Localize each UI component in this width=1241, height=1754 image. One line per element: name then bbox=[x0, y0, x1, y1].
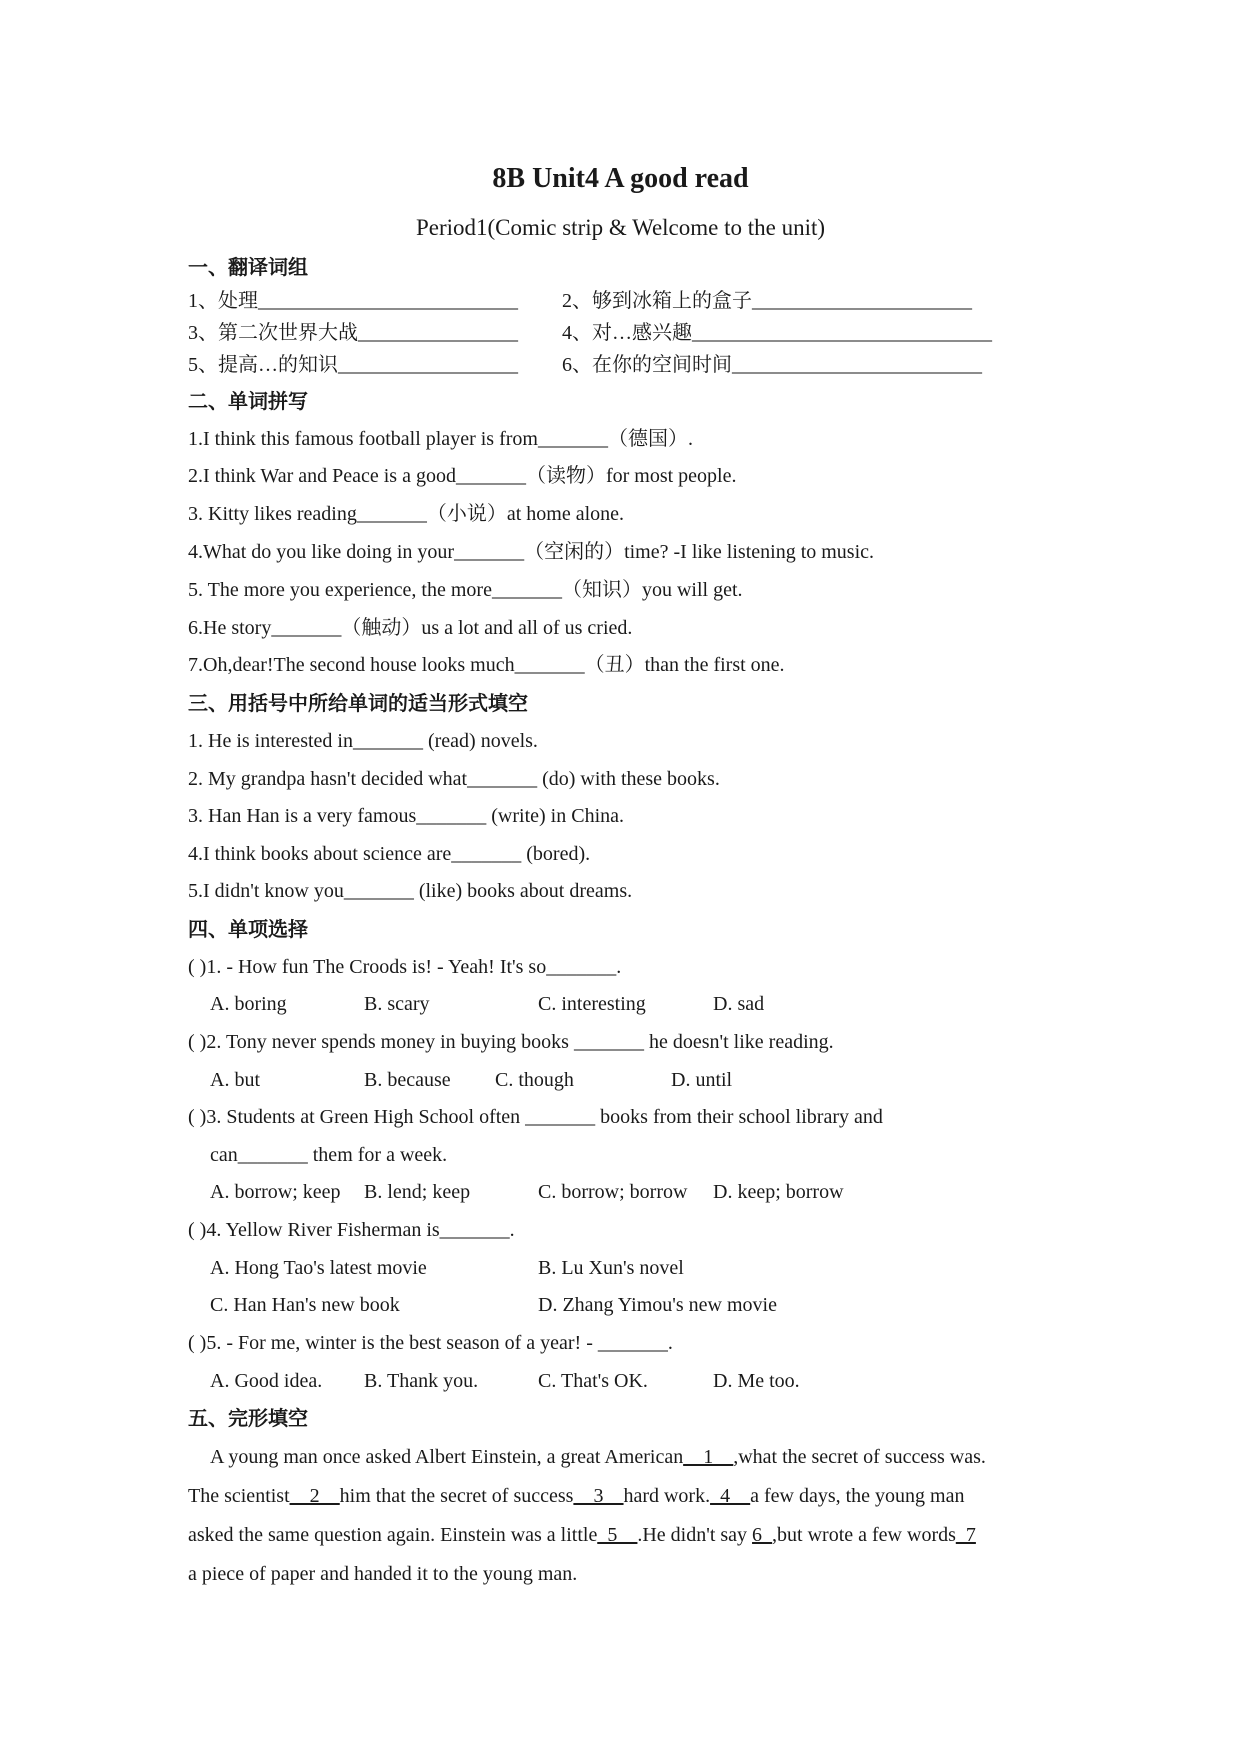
cloze-blank: _7 bbox=[955, 1524, 976, 1546]
option: B. Thank you. bbox=[364, 1370, 479, 1392]
phrase-item: 4、对…感兴趣______________________________ bbox=[562, 322, 992, 344]
option: C. though bbox=[495, 1069, 574, 1091]
option: D. until bbox=[671, 1069, 733, 1091]
cloze-blank: __2__ bbox=[289, 1485, 340, 1507]
option: A. Good idea. bbox=[210, 1370, 323, 1392]
cloze-text: ,what the secret of success was. bbox=[733, 1446, 986, 1468]
section-1-heading: 一、翻译词组 bbox=[188, 255, 308, 279]
cloze-blank: 6_ bbox=[752, 1524, 773, 1546]
cloze-text: him that the secret of success bbox=[339, 1485, 574, 1507]
spelling-item: 6.He story_______（触动）us a lot and all of us cried. bbox=[188, 617, 633, 639]
phrase-item: 2、够到冰箱上的盒子______________________ bbox=[562, 290, 972, 312]
option: B. Lu Xun's novel bbox=[538, 1257, 684, 1279]
spelling-item: 4.What do you like doing in your_______（空闲的）time? -I like listening to music. bbox=[188, 541, 875, 563]
cloze-line bbox=[188, 1483, 1053, 1509]
spelling-item: 7.Oh,dear!The second house looks much_______（丑）than the first one. bbox=[188, 654, 785, 676]
word-form-item: 4.I think books about science are_______ (bored). bbox=[188, 843, 591, 865]
choice-question: ( )5. - For me, winter is the best season of a year! - _______. bbox=[188, 1332, 673, 1354]
section-2-heading: 二、单词拼写 bbox=[188, 389, 308, 413]
cloze-blank: __3__ bbox=[573, 1485, 624, 1507]
choice-question: ( )4. Yellow River Fisherman is_______. bbox=[188, 1219, 515, 1241]
cloze-text: .He didn't say bbox=[637, 1524, 748, 1546]
phrase-item: 5、提高…的知识__________________ bbox=[188, 354, 518, 376]
option: C. borrow; borrow bbox=[538, 1181, 688, 1203]
phrase-item: 1、处理__________________________ bbox=[188, 290, 518, 312]
option: B. lend; keep bbox=[364, 1181, 471, 1203]
section-5-heading: 五、完形填空 bbox=[188, 1406, 308, 1430]
page-subtitle: Period1(Comic strip & Welcome to the unit) bbox=[415, 215, 826, 240]
section-3-heading: 三、用括号中所给单词的适当形式填空 bbox=[188, 691, 528, 715]
cloze-text: asked the same question again. Einstein was a little bbox=[188, 1524, 598, 1546]
option: B. because bbox=[364, 1069, 451, 1091]
spelling-item: 3. Kitty likes reading_______（小说）at home alone. bbox=[188, 503, 625, 525]
choice-question: ( )3. Students at Green High School often _______ books from their school library and bbox=[188, 1106, 883, 1128]
cloze-line bbox=[188, 1522, 1053, 1548]
cloze-line: a piece of paper and handed it to the young man. bbox=[188, 1563, 578, 1585]
spelling-item: 2.I think War and Peace is a good_______（读物）for most people. bbox=[188, 465, 737, 487]
cloze-line bbox=[210, 1444, 1055, 1470]
cloze-text: hard work. bbox=[623, 1485, 711, 1507]
option: B. scary bbox=[364, 993, 430, 1015]
word-form-item: 3. Han Han is a very famous_______ (write) in China. bbox=[188, 805, 625, 827]
choice-question-continued: can_______ them for a week. bbox=[210, 1144, 448, 1166]
option: A. but bbox=[210, 1069, 260, 1091]
option: A. boring bbox=[210, 993, 287, 1015]
option: D. sad bbox=[713, 993, 765, 1015]
page-title: 8B Unit4 A good read bbox=[492, 163, 749, 194]
cloze-blank: __1__ bbox=[683, 1446, 734, 1468]
choice-question: ( )1. - How fun The Croods is! - Yeah! It's so_______. bbox=[188, 956, 622, 978]
option: C. Han Han's new book bbox=[210, 1294, 400, 1316]
phrase-item: 3、第二次世界大战________________ bbox=[188, 322, 518, 344]
cloze-blank: _5__ bbox=[597, 1524, 638, 1546]
option: C. interesting bbox=[538, 993, 646, 1015]
word-form-item: 1. He is interested in_______ (read) novels. bbox=[188, 730, 538, 752]
cloze-text: a few days, the young man bbox=[750, 1485, 965, 1507]
choice-question: ( )2. Tony never spends money in buying books _______ he doesn't like reading. bbox=[188, 1031, 834, 1053]
spelling-item: 5. The more you experience, the more_______（知识）you will get. bbox=[188, 579, 743, 601]
option: A. borrow; keep bbox=[210, 1181, 341, 1203]
word-form-item: 2. My grandpa hasn't decided what_______ (do) with these books. bbox=[188, 768, 720, 790]
cloze-text: A young man once asked Albert Einstein, a great American bbox=[210, 1446, 684, 1468]
cloze-blank: _4__ bbox=[710, 1485, 751, 1507]
word-form-item: 5.I didn't know you_______ (like) books about dreams. bbox=[188, 880, 633, 902]
option: C. That's OK. bbox=[538, 1370, 648, 1392]
option: D. Me too. bbox=[713, 1370, 800, 1392]
section-4-heading: 四、单项选择 bbox=[188, 917, 308, 941]
cloze-text: The scientist bbox=[188, 1485, 290, 1507]
option: D. keep; borrow bbox=[713, 1181, 844, 1203]
option: A. Hong Tao's latest movie bbox=[210, 1257, 427, 1279]
spelling-item: 1.I think this famous football player is from_______（德国）. bbox=[188, 428, 693, 450]
option: D. Zhang Yimou's new movie bbox=[538, 1294, 777, 1316]
cloze-text: ,but wrote a few words bbox=[772, 1524, 956, 1546]
phrase-item: 6、在你的空间时间_________________________ bbox=[562, 354, 982, 376]
